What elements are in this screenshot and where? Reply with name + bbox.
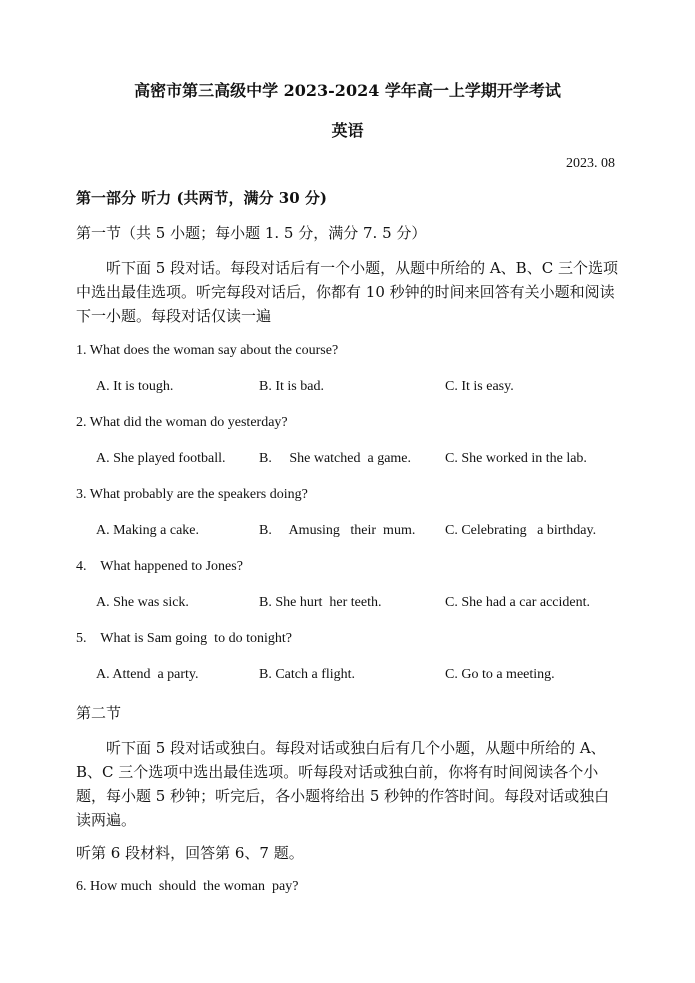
question-2-option-b: B. She watched a game. — [259, 451, 412, 466]
subject-title: 英语 — [331, 121, 364, 140]
question-2-option-c: C. She worked in the lab. — [445, 451, 587, 466]
question-1-option-a: A. It is tough. — [96, 379, 174, 394]
question-1-stem: 1. What does the woman say about the course? — [76, 343, 339, 358]
material-six-note: 听第 6 段材料，回答第 6、7 题。 — [76, 844, 304, 862]
question-4-stem: 4. What happened to Jones? — [76, 559, 243, 574]
section-one-heading: 第一节（共 5 小题；每小题 1. 5 分，满分 7. 5 分） — [76, 224, 427, 242]
question-4-option-b: B. She hurt her teeth. — [259, 595, 382, 610]
section-two-instructions: 听下面 5 段对话或独白。每段对话或独白后有几个小题，从题中所给的 A、B、C 三个选项中选出最佳选项。听每段对话或独白前，你将有时间阅读各个小题，每小题 5 秒钟；听完后，各小题将给出 5 秒钟的作答时间。每段对话或独白读两遍。 — [76, 739, 610, 829]
exam-title: 高密市第三高级中学 2023-2024 学年高一上学期开学考试 — [134, 81, 561, 100]
question-3-option-b: B. Amusing their mum. — [259, 523, 416, 538]
section-one-instructions: 听下面 5 段对话。每段对话后有一个小题，从题中所给的 A、B、C 三个选项中选出最佳选项。听完每段对话后，你都有 10 秒钟的时间来回答有关小题和阅读下一小题。每段对话仅读一遍 — [76, 259, 618, 325]
exam-date: 2023. 08 — [566, 156, 615, 171]
question-5-stem: 5. What is Sam going to do tonight? — [76, 631, 292, 646]
question-3-stem: 3. What probably are the speakers doing? — [76, 487, 308, 502]
question-6-stem: 6. How much should the woman pay? — [76, 879, 299, 894]
section-two-heading: 第二节 — [76, 704, 122, 722]
question-4-option-c: C. She had a car accident. — [445, 595, 590, 610]
question-5-option-c: C. Go to a meeting. — [445, 667, 555, 682]
question-5-option-a: A. Attend a party. — [96, 667, 199, 682]
question-2-option-a: A. She played football. — [96, 451, 226, 466]
question-2-stem: 2. What did the woman do yesterday? — [76, 415, 288, 430]
question-3-option-c: C. Celebrating a birthday. — [445, 523, 597, 538]
question-1-option-c: C. It is easy. — [445, 379, 514, 394]
question-3-option-a: A. Making a cake. — [96, 523, 200, 538]
question-5-option-b: B. Catch a flight. — [259, 667, 356, 682]
question-1-option-b: B. It is bad. — [259, 379, 324, 394]
part-one-heading: 第一部分 听力 (共两节，满分 30 分) — [76, 189, 327, 207]
question-4-option-a: A. She was sick. — [96, 595, 189, 610]
